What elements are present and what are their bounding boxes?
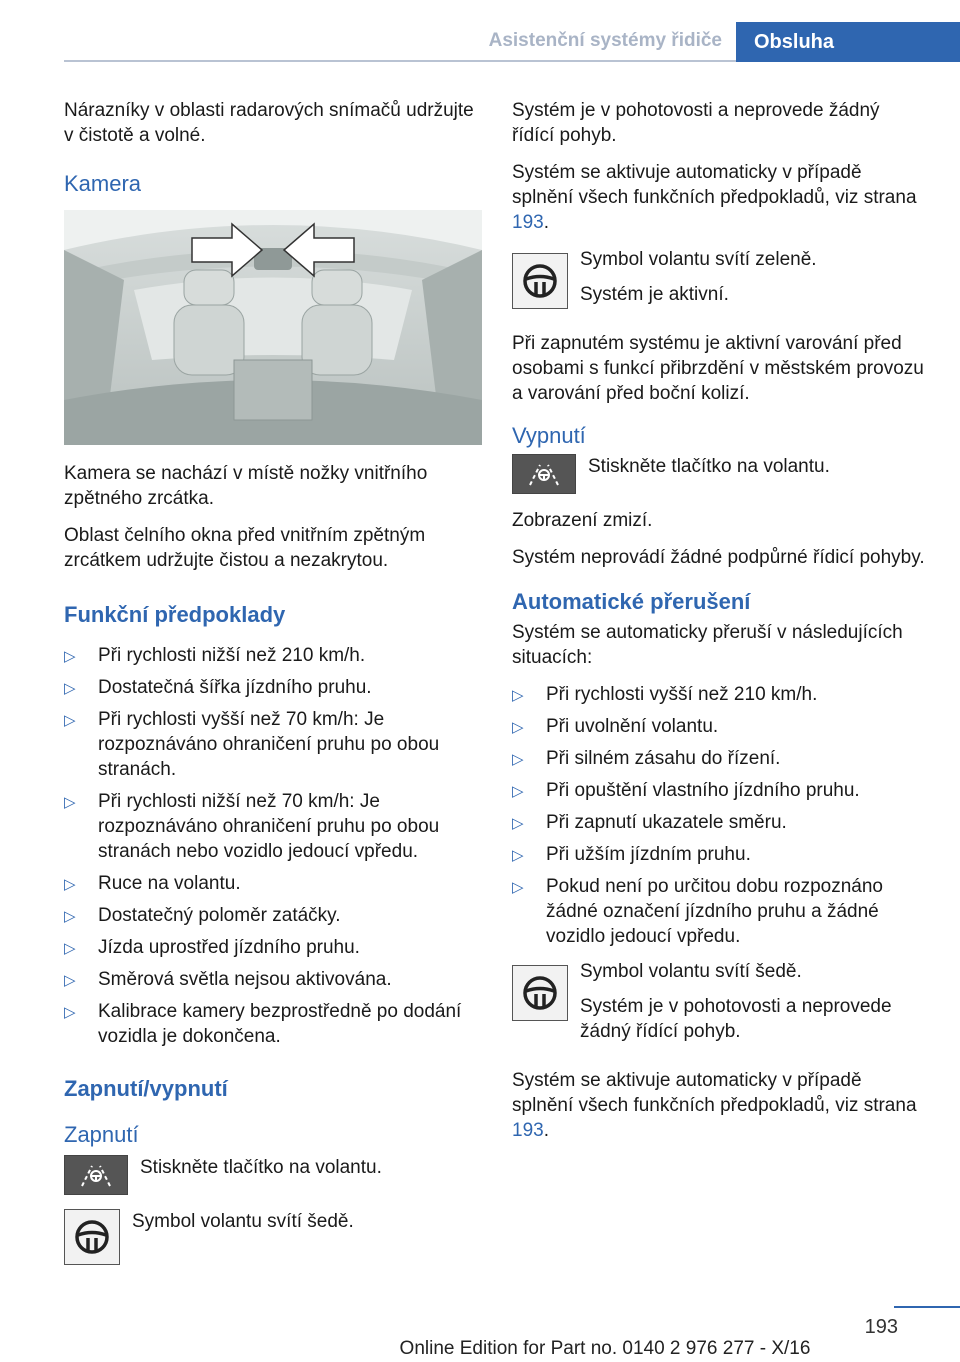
list-item: ▷ Směrová světla nejsou aktivována. — [64, 967, 482, 992]
off-heading: Vypnutí — [512, 423, 586, 448]
interrupt-intro: Systém se automaticky přeruší v následujících situacích: — [512, 622, 903, 668]
triangle-bullet-icon: ▷ — [64, 794, 76, 811]
list-item: ▷ Při zapnutí ukazatele směru. — [512, 810, 926, 835]
camera-clean-paragraph: Oblast čelního okna před vnitřním zpětným zrcátkem udržujte čistou a nezakrytou. — [64, 525, 426, 571]
grey-symbol-row — [512, 959, 926, 1054]
page-link-193[interactable]: 193 — [512, 212, 544, 233]
on-heading: Zapnutí — [64, 1122, 139, 1147]
list-item: ▷ Ruce na volantu. — [64, 871, 482, 896]
green-symbol-row — [512, 247, 926, 317]
list-item: ▷ Dostatečná šířka jízdního pruhu. — [64, 675, 482, 700]
list-item: ▷ Pokud není po určitou dobu rozpoznáno žádné označení jízdního pruhu a žádné vozidlo jedoucí vpředu. — [512, 876, 883, 947]
no-support-text: Systém neprovádí žádné podpůrné řídicí pohyby. — [512, 547, 925, 568]
conditions-list — [64, 643, 482, 1049]
lane-assist-button-icon — [64, 1155, 128, 1195]
triangle-bullet-icon: ▷ — [64, 712, 76, 729]
triangle-bullet-icon: ▷ — [64, 1004, 76, 1021]
list-item: ▷ Jízda uprostřed jízdního pruhu. — [64, 935, 482, 960]
triangle-bullet-icon: ▷ — [64, 680, 76, 697]
car-interior-camera-image — [64, 210, 482, 445]
steering-wheel-icon — [512, 253, 568, 309]
display-disappears-text: Zobrazení zmizí. — [512, 510, 653, 531]
on-button-row — [64, 1155, 482, 1195]
off-button-row — [512, 454, 926, 494]
triangle-bullet-icon: ▷ — [512, 879, 524, 896]
list-item: ▷ Při rychlosti vyšší než 70 km/h: Je rozpoznáváno ohraničení pruhu po obou stranách. — [64, 709, 440, 780]
list-item: ▷ Při opuštění vlastního jízdního pruhu. — [512, 778, 926, 803]
off-button-text: Stiskněte tlačítko na volantu. — [588, 456, 830, 477]
list-item: ▷ Kalibrace kamery bezprostředně po dodání vozidla je dokončena. — [64, 1001, 462, 1047]
onoff-heading: Zapnutí/vypnutí — [64, 1076, 228, 1101]
intro-paragraph: Nárazníky v oblasti radarových snímačů udržujte v čistotě a volné. — [64, 100, 474, 146]
triangle-bullet-icon: ▷ — [64, 908, 76, 925]
warnings-paragraph: Při zapnutém systému je aktivní varování před osobami s funkcí přibrzdění v městském provozu a varování před boční kolizí. — [512, 333, 924, 404]
camera-location-paragraph: Kamera se nachází v místě nožky vnitřního zpětného zrcátka. — [64, 463, 428, 509]
header-section-title: Asistenční systémy řidiče — [488, 30, 722, 51]
triangle-bullet-icon: ▷ — [64, 876, 76, 893]
list-item: ▷ Při rychlosti nižší než 210 km/h. — [64, 643, 482, 668]
lane-assist-button-icon — [512, 454, 576, 494]
triangle-bullet-icon: ▷ — [64, 648, 76, 665]
footer-rule — [894, 1306, 960, 1308]
list-item: ▷ Při rychlosti nižší než 70 km/h: Je rozpoznáváno ohraničení pruhu po obou stranách nebo vozidlo jedoucí vpředu. — [64, 791, 440, 862]
list-item: ▷ Při silném zásahu do řízení. — [512, 746, 926, 771]
auto-activate-paragraph: Systém se aktivuje automaticky v případě splnění všech funkčních předpokladů, viz strana 193. — [512, 162, 917, 233]
triangle-bullet-icon: ▷ — [512, 719, 524, 736]
on-symbol-text: Symbol volantu svítí šedě. — [132, 1211, 354, 1232]
grey-symbol-text: Symbol volantu svítí šedě. — [580, 961, 802, 982]
interrupt-list — [512, 682, 926, 949]
list-item: ▷ Při uvolnění volantu. — [512, 714, 926, 739]
on-symbol-row — [64, 1209, 482, 1265]
list-item: ▷ Při rychlosti vyšší než 210 km/h. — [512, 682, 926, 707]
auto-activate-paragraph-2: Systém se aktivuje automaticky v případě splnění všech funkčních předpokladů, viz strana 193. — [512, 1070, 917, 1141]
triangle-bullet-icon: ▷ — [512, 815, 524, 832]
triangle-bullet-icon: ▷ — [512, 751, 524, 768]
standby-paragraph: Systém je v pohotovosti a neprovede žádný řídící pohyb. — [512, 100, 880, 146]
camera-heading: Kamera — [64, 171, 142, 196]
list-item: ▷ Při užším jízdním pruhu. — [512, 842, 926, 867]
header-tab-obsluha: Obsluha — [736, 22, 960, 62]
triangle-bullet-icon: ▷ — [512, 847, 524, 864]
left-column — [64, 98, 482, 1279]
system-active-text: Systém je aktivní. — [580, 284, 729, 305]
edition-text: Online Edition for Part no. 0140 2 976 277 - X/16 — [399, 1338, 811, 1359]
steering-wheel-icon — [512, 965, 568, 1021]
grey-standby-text: Systém je v pohotovosti a neprovede žádný řídící pohyb. — [580, 996, 892, 1042]
right-column — [512, 98, 926, 1155]
triangle-bullet-icon: ▷ — [64, 972, 76, 989]
page-number: 193 — [864, 1316, 898, 1338]
conditions-heading: Funkční předpoklady — [64, 602, 286, 627]
triangle-bullet-icon: ▷ — [512, 687, 524, 704]
on-button-text: Stiskněte tlačítko na volantu. — [140, 1157, 382, 1178]
interrupt-heading: Automatické přerušení — [512, 589, 751, 614]
triangle-bullet-icon: ▷ — [64, 940, 76, 957]
list-item: ▷ Dostatečný poloměr zatáčky. — [64, 903, 482, 928]
steering-wheel-icon — [64, 1209, 120, 1265]
page-link-193[interactable]: 193 — [512, 1120, 544, 1141]
green-symbol-text: Symbol volantu svítí zeleně. — [580, 249, 817, 270]
triangle-bullet-icon: ▷ — [512, 783, 524, 800]
